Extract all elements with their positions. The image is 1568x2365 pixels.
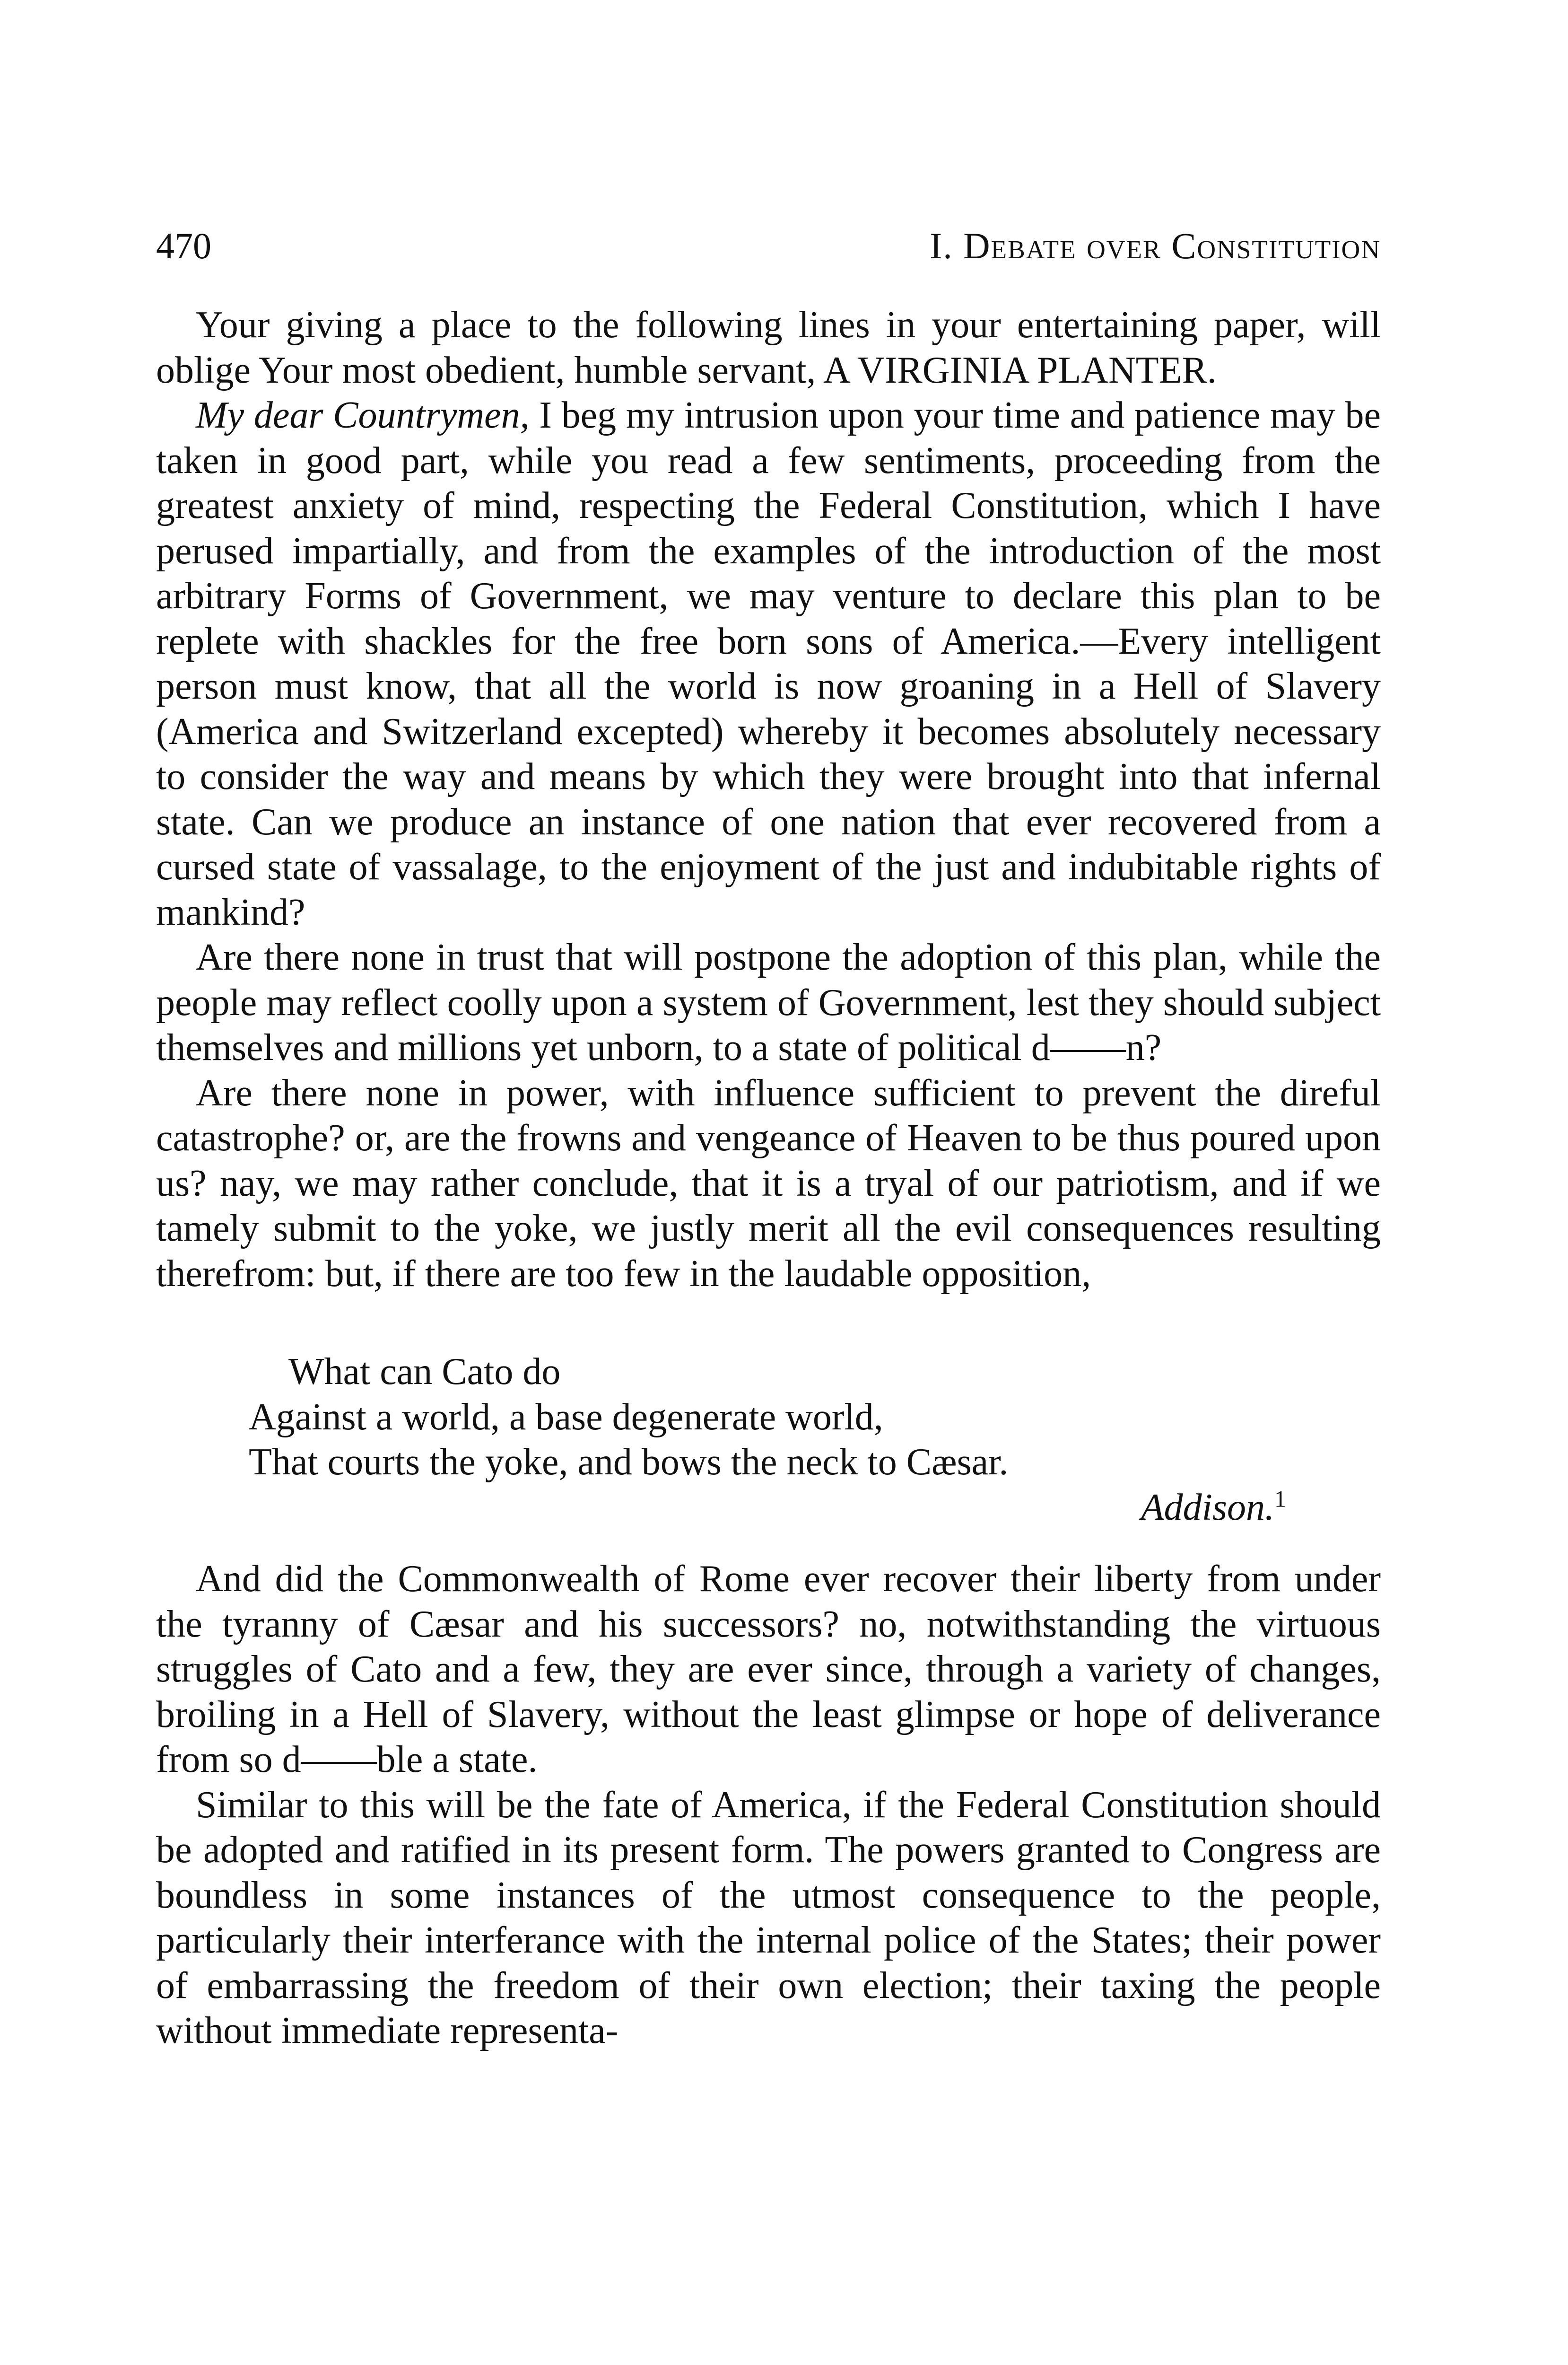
page-number: 470: [156, 225, 211, 266]
salutation: My dear Countrymen,: [196, 394, 530, 436]
paragraph-rome: And did the Commonwealth of Rome ever recover their liberty from under the tyranny of Cæsar and his successors? no, notwithstanding the virtuous struggles of Cato and a few, they are ever since, through a variety of changes, broiling in a Hell of Slavery, without the least glimpse or hope of deliverance from so d——ble a state.: [156, 1558, 1381, 1780]
verse-line-1: What can Cato do: [288, 1351, 561, 1393]
paragraph-postpone: Are there none in trust that will postpone the adoption of this plan, while the people may reflect coolly upon a system of Government, lest they should subject themselves and millions yet unborn, to a state of political d——n?: [156, 937, 1381, 1069]
verse-attribution: [249, 1485, 1381, 1531]
page-header: [156, 222, 1381, 270]
paragraph-countrymen: [156, 393, 1381, 935]
paragraph-intro: Your giving a place to the following lines in your entertaining paper, will oblige Your most obedient, humble servant, A VIRGINIA PLANTER.: [156, 304, 1381, 391]
paragraph-america-fate: Similar to this will be the fate of America, if the Federal Constitution should be adopted and ratified in its present form. The powers granted to Congress are boundless in some instances of the utmost consequence to the people, particularly their interferance with the internal police of the States; their power of embarrassing the freedom of their own election; their taxing the people without immediate representa-: [156, 1784, 1381, 2051]
attribution-author: Addison.: [1141, 1486, 1274, 1528]
paragraph-power: Are there none in power, with influence sufficient to prevent the direful catastrophe? or, are the frowns and vengeance of Heaven to be thus poured upon us? nay, we may rather conclude, that it is a tryal of our patriotism, and if we tamely submit to the yoke, we justly merit all the evil consequences resulting therefrom: but, if there are too few in the laudable opposition,: [156, 1072, 1381, 1295]
paragraph-countrymen-text: I beg my intrusion upon your time and patience may be taken in good part, while you read a few sentiments, proceeding from the greatest anxiety of mind, respecting the Federal Constitution, which I have perused impartially, and from the examples of the introduction of the most arbitrary Forms of Government, we may venture to declare this plan to be replete with shackles for the free born sons of America.—Every intelligent person must know, that all the world is now groaning in a Hell of Slavery (America and Switzerland excepted) whereby it becomes absolutely necessary to consider the way and means by which they were brought into that infernal state. Can we produce an instance of one nation that ever recovered from a cursed state of vassalage, to the enjoyment of the just and indubitable rights of mankind?: [156, 394, 1381, 933]
verse-line-3: That courts the yoke, and bows the neck to Cæsar.: [249, 1441, 1009, 1483]
running-head: I. Debate over Constitution: [930, 225, 1381, 266]
body-text: [156, 303, 1381, 2054]
verse-line-2: Against a world, a base degenerate world,: [249, 1396, 883, 1438]
verse-quotation: [156, 1349, 1381, 1530]
footnote-mark: 1: [1274, 1485, 1286, 1512]
